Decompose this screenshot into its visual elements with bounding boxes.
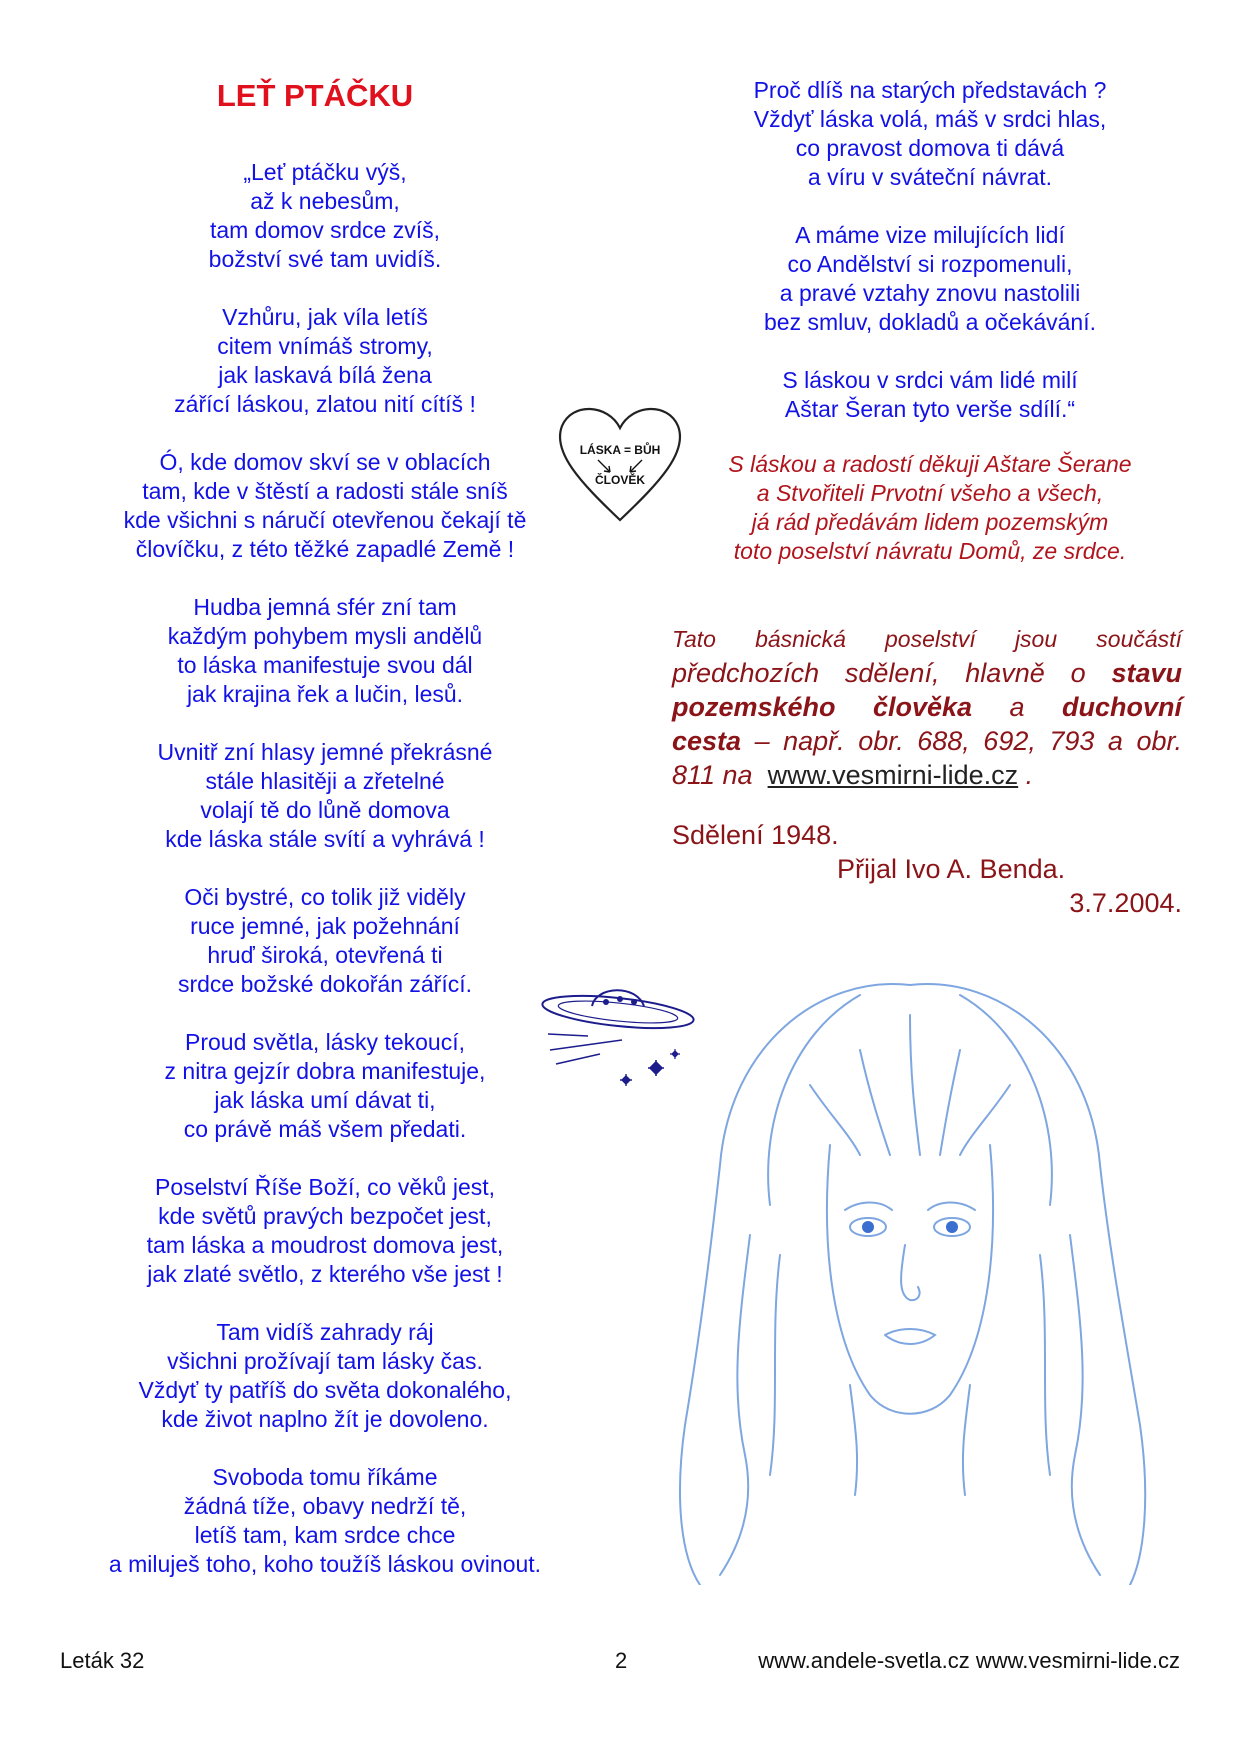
- note-bold: duchovní: [1062, 692, 1182, 722]
- poem-line: zářící láskou, zlatou nití cítíš !: [174, 391, 476, 417]
- signature-block: [672, 818, 1182, 920]
- poem-line: jak zlaté světlo, z kterého vše jest !: [147, 1261, 503, 1287]
- stanza: [60, 158, 590, 274]
- note-bold: pozemského člověka: [672, 692, 973, 722]
- poem-line: človíčku, z této těžké zapadlé Země !: [135, 536, 515, 562]
- poem-line: co právě máš všem předati.: [183, 1116, 467, 1142]
- poem-line: a víru v sváteční návrat.: [807, 164, 1053, 190]
- stanza: [60, 738, 590, 854]
- poem-line: Hudba jemná sfér zní tam: [193, 594, 457, 620]
- poem-line: stále hlasitěji a zřetelné: [205, 768, 445, 794]
- stanza: [680, 76, 1180, 192]
- poem-right-column: [680, 76, 1180, 453]
- footer-websites: www.andele-svetla.cz www.vesmirni-lide.cz: [758, 1648, 1180, 1673]
- poem-line: jak krajina řek a lučin, lesů.: [186, 681, 464, 707]
- footer-leaflet: Leták 32: [60, 1648, 145, 1673]
- note-word: poselství: [885, 626, 976, 652]
- stanza: [680, 221, 1180, 337]
- poem-line: Svoboda tomu říkáme: [212, 1464, 438, 1490]
- thanks-line: já rád předávám lidem pozemským: [751, 509, 1109, 535]
- thanks-line: toto poselství návratu Domů, ze srdce.: [733, 538, 1127, 564]
- thanks-line: S láskou a radostí děkuji Aštare Šerane: [728, 451, 1132, 477]
- stanza: [60, 303, 590, 419]
- poem-line: kde život naplno žít je dovoleno.: [161, 1406, 489, 1432]
- note-text: předchozích sdělení, hlavně o: [672, 658, 1086, 688]
- signature-date: 3.7.2004.: [1069, 888, 1182, 918]
- poem-line: Aštar Šeran tyto verše sdílí.“: [784, 396, 1076, 422]
- poem-line: žádná tíže, obavy nedrží tě,: [183, 1493, 467, 1519]
- heart-text-top: LÁSKA = BŮH: [579, 443, 661, 457]
- poem-line: Proud světla, lásky tekoucí,: [185, 1029, 465, 1055]
- note-line: [672, 690, 1182, 724]
- woman-portrait-drawing: [660, 955, 1160, 1585]
- poem-line: citem vnímáš stromy,: [217, 333, 433, 359]
- poem-line: kde světů pravých bezpočet jest,: [158, 1203, 492, 1229]
- poem-line: volají tě do lůně domova: [200, 797, 450, 823]
- poem-line: každým pohybem mysli andělů: [167, 623, 483, 649]
- poem-line: srdce božské dokořán zářící.: [177, 971, 473, 997]
- signature-message: Sdělení 1948.: [672, 820, 839, 850]
- note-bold: cesta: [672, 726, 742, 756]
- poem-line: a pravé vztahy znovu nastolili: [779, 280, 1081, 306]
- source-note: [672, 622, 1182, 792]
- poem-line: to láska manifestuje svou dál: [177, 652, 473, 678]
- heart-text-bottom: ČLOVĚK: [594, 473, 646, 487]
- heart-icon: [550, 398, 690, 528]
- thanks-text: [680, 450, 1180, 566]
- note-word: básnická: [755, 626, 846, 652]
- poem-line: a miluješ toho, koho toužíš láskou ovinout.: [108, 1551, 542, 1577]
- poem-line: bez smluv, dokladů a očekávání.: [764, 309, 1096, 335]
- poem-line: Vždyť láska volá, máš v srdci hlas,: [753, 106, 1107, 132]
- poem-line: kde láska stále svítí a vyhrává !: [165, 826, 485, 852]
- poem-line: Oči bystré, co tolik již viděly: [184, 884, 466, 910]
- stanza: [60, 1028, 590, 1144]
- poem-line: S láskou v srdci vám lidé milí: [782, 367, 1078, 393]
- poem-line: Tam vidíš zahrady ráj: [216, 1319, 434, 1345]
- poem-line: Ó, kde domov skví se v oblacích: [159, 449, 491, 475]
- poem-line: Proč dlíš na starých představách ?: [753, 77, 1107, 103]
- note-word: jsou: [1014, 626, 1058, 652]
- note-bold: stavu: [1111, 658, 1182, 688]
- stanza: [60, 1463, 590, 1579]
- poem-line: Poselství Říše Boží, co věků jest,: [154, 1174, 496, 1200]
- poem-line: ruce jemné, jak požehnání: [190, 913, 460, 939]
- poem-line: Vzhůru, jak víla letíš: [222, 304, 428, 330]
- note-line: [672, 758, 1182, 792]
- poem-line: až k nebesům,: [250, 188, 400, 214]
- stanza: [60, 1173, 590, 1289]
- poem-line: tam domov srdce zvíš,: [209, 217, 441, 243]
- vesmirni-lide-link[interactable]: www.vesmirni-lide.cz: [767, 760, 1019, 790]
- poem-line: A máme vize milujících lidí: [795, 222, 1065, 248]
- thanks-line: a Stvořiteli Prvotní všeho a všech,: [756, 480, 1104, 506]
- signature-received: Přijal Ivo A. Benda.: [837, 854, 1066, 884]
- stanza: [60, 1318, 590, 1434]
- note-first-line: [672, 622, 1182, 656]
- note-text: .: [1025, 760, 1034, 790]
- footer-page-number: 2: [615, 1648, 628, 1673]
- note-word: součástí: [1096, 626, 1182, 652]
- note-text: 811 na: [672, 760, 753, 790]
- note-line: [672, 724, 1182, 758]
- poem-line: jak láska umí dávat ti,: [214, 1087, 436, 1113]
- poem-line: co Andělství si rozpomenuli,: [787, 251, 1073, 277]
- poem-line: Uvnitř zní hlasy jemné překrásné: [157, 739, 493, 765]
- poem-line: božství své tam uvidíš.: [208, 246, 442, 272]
- stanza: [680, 366, 1180, 424]
- poem-line: „Leť ptáčku výš,: [243, 159, 407, 185]
- stanza: [60, 883, 590, 999]
- poem-line: Vždyť ty patříš do světa dokonalého,: [138, 1377, 512, 1403]
- poem-left-column: [60, 158, 590, 1608]
- stanza: [60, 448, 590, 564]
- poem-line: letíš tam, kam srdce chce: [194, 1522, 456, 1548]
- poem-line: tam, kde v štěstí a radosti stále sníš: [142, 478, 508, 504]
- poem-line: všichni prožívají tam lásky čas.: [167, 1348, 483, 1374]
- note-text: a: [1009, 692, 1025, 722]
- poem-line: hruď široká, otevřená ti: [207, 942, 443, 968]
- note-line: [672, 656, 1182, 690]
- note-text: – např. obr. 688, 692, 793 a obr.: [754, 726, 1182, 756]
- poem-line: jak laskavá bílá žena: [218, 362, 432, 388]
- poem-line: kde všichni s náručí otevřenou čekají tě: [123, 507, 527, 533]
- poem-title: LEŤ PTÁČKU: [216, 78, 414, 113]
- stanza: [60, 593, 590, 709]
- poem-line: z nitra gejzír dobra manifestuje,: [164, 1058, 486, 1084]
- poem-line: co pravost domova ti dává: [795, 135, 1065, 161]
- note-word: Tato: [672, 626, 716, 652]
- poem-line: tam láska a moudrost domova jest,: [146, 1232, 504, 1258]
